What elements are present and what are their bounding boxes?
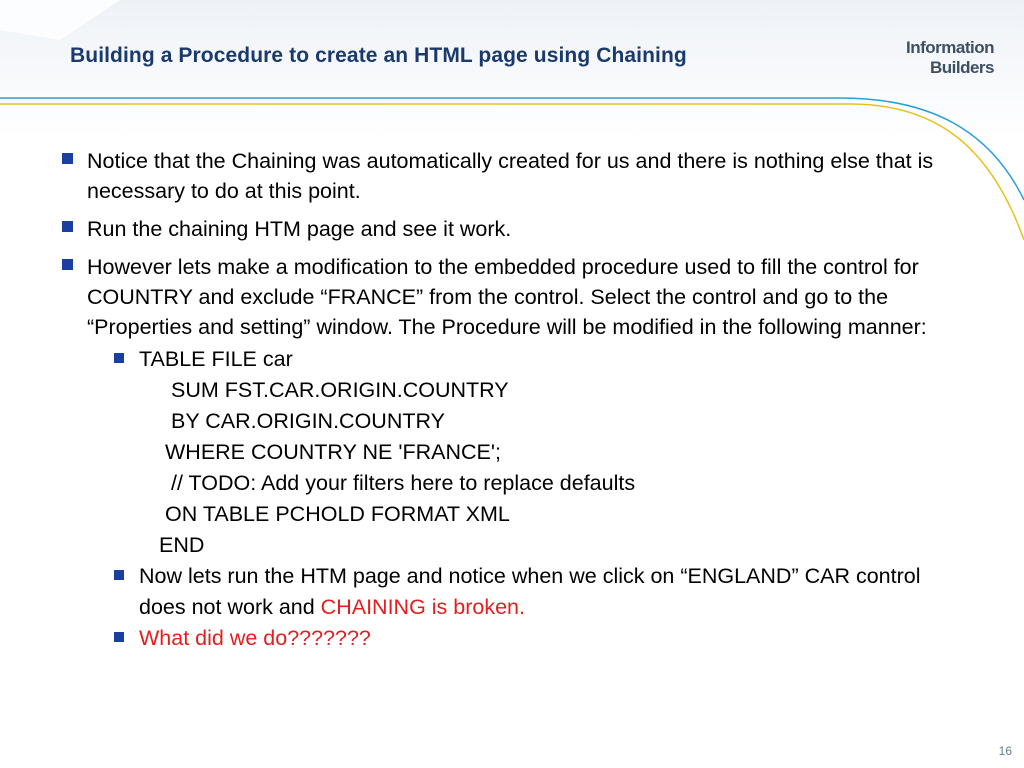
code-line-on-table: ON TABLE PCHOLD FORMAT XML — [165, 502, 510, 526]
logo-line-builders: Builders — [929, 58, 994, 77]
chaining-broken-text: CHAINING is broken. — [320, 595, 525, 619]
corner-highlight — [0, 0, 120, 40]
code-line-todo-comment: // TODO: Add your filters here to replace defaults — [171, 471, 636, 495]
code-line-sum: SUM FST.CAR.ORIGIN.COUNTRY — [171, 378, 509, 402]
sub-bullet-code-block — [114, 344, 962, 561]
information-builders-logo — [906, 38, 994, 78]
code-line-end: END — [159, 533, 205, 557]
code-line-table-file: TABLE FILE car — [139, 347, 293, 371]
logo-line-information: Information — [906, 38, 994, 57]
code-line-by: BY CAR.ORIGIN.COUNTRY — [171, 409, 445, 433]
slide-content — [62, 146, 962, 654]
slide-title: Building a Procedure to create an HTML page using Chaining — [70, 44, 687, 67]
sub-bullet-run-htm — [114, 561, 962, 623]
code-line-where: WHERE COUNTRY NE 'FRANCE'; — [165, 440, 501, 464]
sub-bullet-question: What did we do??????? — [114, 623, 962, 654]
bullet-notice-chaining: Notice that the Chaining was automatically created for us and there is nothing else that is necessary to do at this point. — [62, 146, 962, 206]
run-htm-text: Now lets run the HTM page and notice when we click on “ENGLAND” CAR control does not work and — [139, 564, 921, 619]
bullet-modification: However lets make a modification to the embedded procedure used to fill the control for COUNTRY and exclude “FRANCE” from the control. Select the control and go to the “Properties and setting” window. The Procedure will be modified in the following manner: — [62, 252, 962, 342]
page-number: 16 — [998, 744, 1012, 758]
bullet-run-chaining: Run the chaining HTM page and see it work. — [62, 214, 962, 244]
